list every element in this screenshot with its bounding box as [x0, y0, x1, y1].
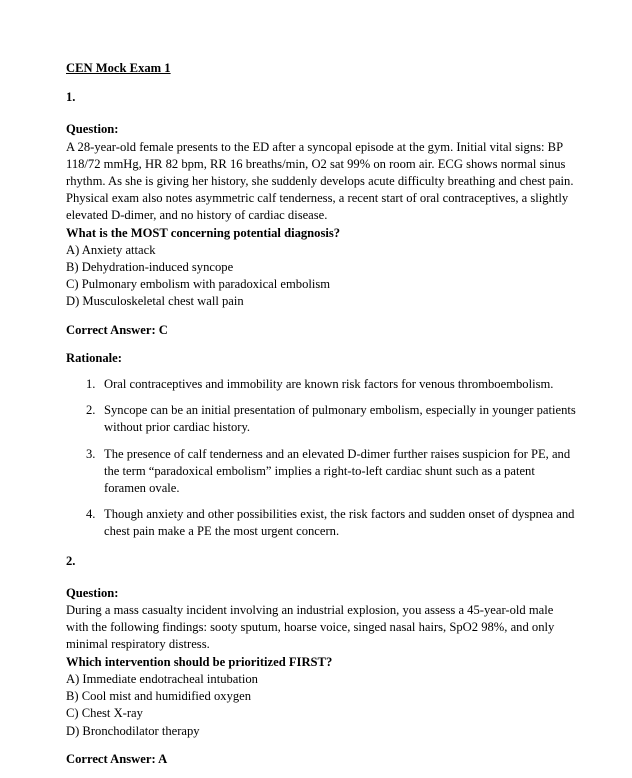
rationale-text: Syncope can be an initial presentation of pulmonary embolism, especially in younger patients without prior cardiac history. — [104, 403, 576, 435]
rationale-number: 1. — [86, 377, 96, 392]
option-d: D) Musculoskeletal chest wall pain — [66, 294, 244, 309]
option-b: B) Dehydration-induced syncope — [66, 260, 234, 275]
question-label: Question: — [66, 122, 119, 137]
rationale-item — [66, 402, 576, 436]
rationale-text: Oral contraceptives and immobility are known risk factors for venous thromboembolism. — [104, 377, 554, 392]
question-number: 2. — [66, 553, 76, 568]
question-number: 1. — [66, 90, 76, 105]
document-title: CEN Mock Exam 1 — [66, 61, 171, 75]
question-1 — [66, 89, 576, 540]
document-page — [66, 60, 576, 768]
correct-answer: Correct Answer: C — [66, 322, 168, 337]
option-a: A) Anxiety attack — [66, 242, 156, 257]
option-c: C) Pulmonary embolism with paradoxical embolism — [66, 277, 331, 292]
question-stem: During a mass casualty incident involving an industrial explosion, you assess a 45-year-old male with the following findings: sooty sputum, hoarse voice, singed nasal hairs, SpO2 98%, and only minimal respiratory distress. — [66, 603, 555, 652]
rationale-item — [66, 506, 576, 540]
rationale-list — [66, 376, 576, 541]
correct-answer: Correct Answer: A — [66, 751, 168, 766]
option-b: B) Cool mist and humidified oxygen — [66, 689, 252, 704]
question-2 — [66, 553, 576, 768]
question-label: Question: — [66, 585, 119, 600]
rationale-number: 3. — [86, 446, 96, 461]
option-d: D) Bronchodilator therapy — [66, 723, 200, 738]
option-a: A) Immediate endotracheal intubation — [66, 671, 258, 686]
question-ask: Which intervention should be prioritized FIRST? — [66, 654, 333, 669]
rationale-text: The presence of calf tenderness and an elevated D-dimer further raises suspicion for PE, and the term “paradoxical embolism” implies a right-to-left cardiac shunt such as a patent foramen ovale. — [104, 446, 571, 496]
rationale-label: Rationale: — [66, 350, 122, 365]
rationale-text: Though anxiety and other possibilities exist, the risk factors and sudden onset of dyspnea and chest pain make a PE the most urgent concern. — [104, 507, 575, 539]
rationale-item — [66, 446, 576, 498]
option-c: C) Chest X-ray — [66, 706, 143, 721]
question-ask: What is the MOST concerning potential diagnosis? — [66, 225, 341, 240]
rationale-item — [66, 376, 576, 393]
rationale-number: 4. — [86, 507, 96, 522]
rationale-number: 2. — [86, 403, 96, 418]
question-stem: A 28-year-old female presents to the ED after a syncopal episode at the gym. Initial vital signs: BP 118/72 mmHg, HR 82 bpm, RR 16 breaths/min, O2 sat 99% on room air. ECG shows normal sinus rhythm. As she is giving her history, she suddenly develops acute difficulty breathing and chest pain. Physical exam also notes asymmetric calf tenderness, a recent start of oral contraceptives, a slightly elevated D-dimer, and no history of cardiac disease. — [66, 139, 574, 223]
